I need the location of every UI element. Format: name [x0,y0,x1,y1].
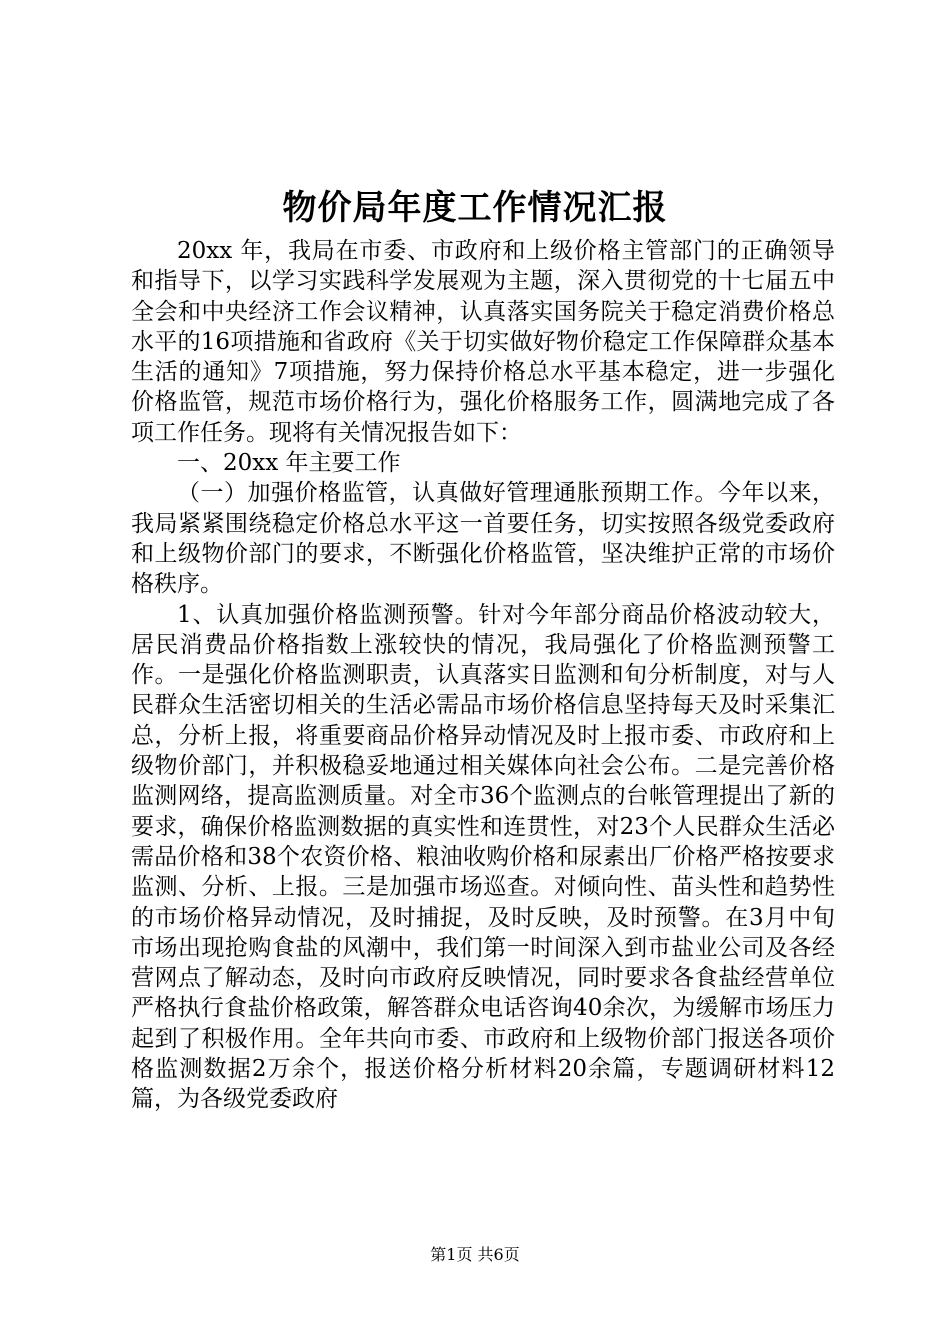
paragraph-subsection-1: （一）加强价格监管，认真做好管理通胀预期工作。今年以来，我局紧紧围绕稳定价格总水平这一首要任务，切实按照各级党委政府和上级物价部门的要求，不断强化价格监管，坚决维护正常的市场价格秩序。 [131,480,835,598]
paragraph-item-1: 1、认真加强价格监测预警。针对今年部分商品价格波动较大，居民消费品价格指数上涨较快的情况，我局强化了价格监测预警工作。一是强化价格监测职责，认真落实日监测和旬分析制度，对与人民群众生活密切相关的生活必需品市场价格信息坚持每天及时采集汇总，分析上报，将重要商品价格异动情况及时上报市委、市政府和上级物价部门，并积极稳妥地通过相关媒体向社会公布。二是完善价格监测网络，提高监测质量。对全市36个监测点的台帐管理提出了新的要求，确保价格监测数据的真实性和连贯性，对23个人民群众生活必需品价格和38个农资价格、粮油收购价格和尿素出厂价格严格按要求监测、分析、上报。三是加强市场巡查。对倾向性、苗头性和趋势性的市场价格异动情况，及时捕捉，及时反映，及时预警。在3月中旬市场出现抢购食盐的风潮中，我们第一时间深入到市盐业公司及各经营网点了解动态，及时向市政府反映情况，同时要求各食盐经营单位严格执行食盐价格政策，解答群众电话咨询40余次，为缓解市场压力起到了积极作用。全年共向市委、市政府和上级物价部门报送各项价格监测数据2万余个，报送价格分析材料20余篇，专题调研材料12篇，为各级党委政府 [131,601,835,1113]
page-number-footer: 第1页 共6页 [430,1245,520,1264]
document-title: 物价局年度工作情况汇报 [282,188,668,228]
paragraph-intro: 20xx 年，我局在市委、市政府和上级价格主管部门的正确领导和指导下，以学习实践科学发展观为主题，深入贯彻党的十七届五中全会和中央经济工作会议精神，认真落实国务院关于稳定消费价格总水平的16项措施和省政府《关于切实做好物价稳定工作保障群众基本生活的通知》7项措施，努力保持价格总水平基本稳定，进一步强化价格监管，规范市场价格行为，强化价格服务工作，圆满地完成了各项工作任务。现将有关情况报告如下： [131,238,835,446]
document-body [131,236,835,1115]
section-heading: 一、20xx 年主要工作 [177,450,401,477]
